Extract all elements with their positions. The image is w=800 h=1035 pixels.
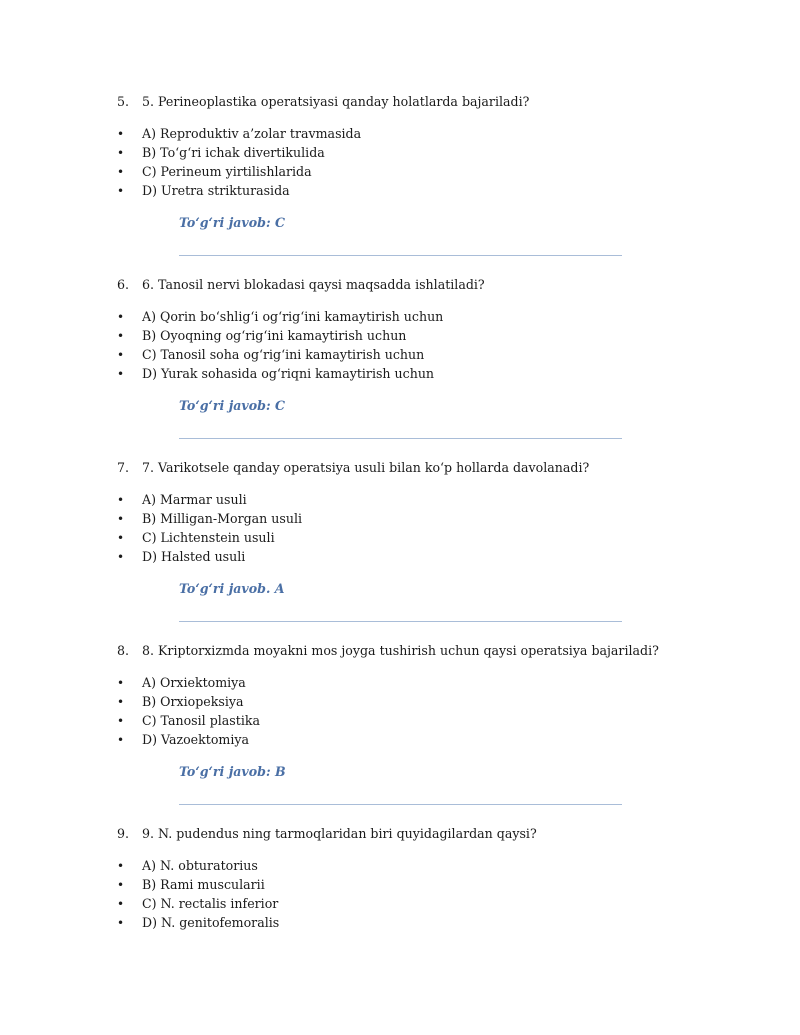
option-item <box>117 492 247 508</box>
bullet-icon: • <box>117 531 125 545</box>
question-label: 7. Varikotsele qanday operatsiya usuli bilan ko‘p hollarda davolanadi? <box>142 460 590 475</box>
question-number: 6. <box>117 277 130 292</box>
option-item <box>117 309 443 325</box>
question-number: 9. <box>117 826 130 841</box>
bullet-icon: • <box>117 165 125 179</box>
bullet-icon: • <box>117 550 125 564</box>
option-label: D) N. genitofemoralis <box>142 915 280 930</box>
bullet-icon: • <box>117 897 125 911</box>
option-item <box>117 126 361 142</box>
bullet-icon: • <box>117 916 125 930</box>
option-item <box>117 858 258 874</box>
option-label: A) Marmar usuli <box>142 492 247 507</box>
option-item <box>117 732 249 748</box>
question-text <box>117 94 529 110</box>
option-label: A) Orxiektomiya <box>142 675 246 690</box>
option-item <box>117 675 246 691</box>
option-item <box>117 511 302 527</box>
option-label: D) Halsted usuli <box>142 549 246 564</box>
option-item <box>117 896 278 912</box>
bullet-icon: • <box>117 329 125 343</box>
divider-line <box>179 438 622 439</box>
bullet-icon: • <box>117 310 125 324</box>
question-text <box>117 277 485 293</box>
option-label: D) Vazoektomiya <box>142 732 249 747</box>
option-item <box>117 713 260 729</box>
bullet-icon: • <box>117 733 125 747</box>
bullet-icon: • <box>117 493 125 507</box>
question-text <box>117 460 589 476</box>
option-item <box>117 183 290 199</box>
question-number: 5. <box>117 94 130 109</box>
option-label: C) Perineum yirtilishlarida <box>142 164 312 179</box>
option-label: A) N. obturatorius <box>142 858 258 873</box>
option-label: B) To‘g‘ri ichak divertikulida <box>142 145 325 160</box>
correct-answer: To‘g‘ri javob: B <box>179 764 286 779</box>
question-text <box>117 643 659 659</box>
option-item <box>117 694 244 710</box>
option-item <box>117 549 245 565</box>
question-label: 6. Tanosil nervi blokadasi qaysi maqsadda ishlatiladi? <box>142 277 485 292</box>
option-label: D) Yurak sohasida og‘riqni kamaytirish uchun <box>142 366 435 381</box>
bullet-icon: • <box>117 367 125 381</box>
correct-answer: To‘g‘ri javob: C <box>179 398 286 413</box>
option-item <box>117 164 312 180</box>
option-label: C) Tanosil plastika <box>142 713 260 728</box>
bullet-icon: • <box>117 146 125 160</box>
question-label: 9. N. pudendus ning tarmoqlaridan biri quyidagilardan qaysi? <box>142 826 537 841</box>
bullet-icon: • <box>117 512 125 526</box>
option-item <box>117 145 325 161</box>
option-item <box>117 328 406 344</box>
bullet-icon: • <box>117 695 125 709</box>
bullet-icon: • <box>117 714 125 728</box>
option-label: A) Qorin bo‘shlig‘i og‘rig‘ini kamaytirish uchun <box>142 309 444 324</box>
divider-line <box>179 255 622 256</box>
question-label: 5. Perineoplastika operatsiyasi qanday holatlarda bajariladi? <box>142 94 530 109</box>
question-text <box>117 826 537 842</box>
question-number: 8. <box>117 643 130 658</box>
bullet-icon: • <box>117 676 125 690</box>
option-label: C) N. rectalis inferior <box>142 896 279 911</box>
bullet-icon: • <box>117 859 125 873</box>
option-item <box>117 877 265 893</box>
bullet-icon: • <box>117 184 125 198</box>
option-item <box>117 915 279 931</box>
option-label: B) Milligan-Morgan usuli <box>142 511 303 526</box>
option-label: B) Orxiopeksiya <box>142 694 244 709</box>
option-item <box>117 347 424 363</box>
bullet-icon: • <box>117 878 125 892</box>
question-label: 8. Kriptorxizmda moyakni mos joyga tushirish uchun qaysi operatsiya bajariladi? <box>142 643 659 658</box>
bullet-icon: • <box>117 127 125 141</box>
divider-line <box>179 621 622 622</box>
correct-answer: To‘g‘ri javob: C <box>179 215 286 230</box>
question-number: 7. <box>117 460 130 475</box>
option-label: D) Uretra strikturasida <box>142 183 290 198</box>
bullet-icon: • <box>117 348 125 362</box>
correct-answer: To‘g‘ri javob. A <box>179 581 285 596</box>
option-item <box>117 366 434 382</box>
option-label: B) Rami muscularii <box>142 877 265 892</box>
option-label: C) Lichtenstein usuli <box>142 530 275 545</box>
option-label: C) Tanosil soha og‘rig‘ini kamaytirish uchun <box>142 347 425 362</box>
option-label: B) Oyoqning og‘rig‘ini kamaytirish uchun <box>142 328 407 343</box>
option-item <box>117 530 275 546</box>
option-label: A) Reproduktiv a’zolar travmasida <box>142 126 362 141</box>
divider-line <box>179 804 622 805</box>
